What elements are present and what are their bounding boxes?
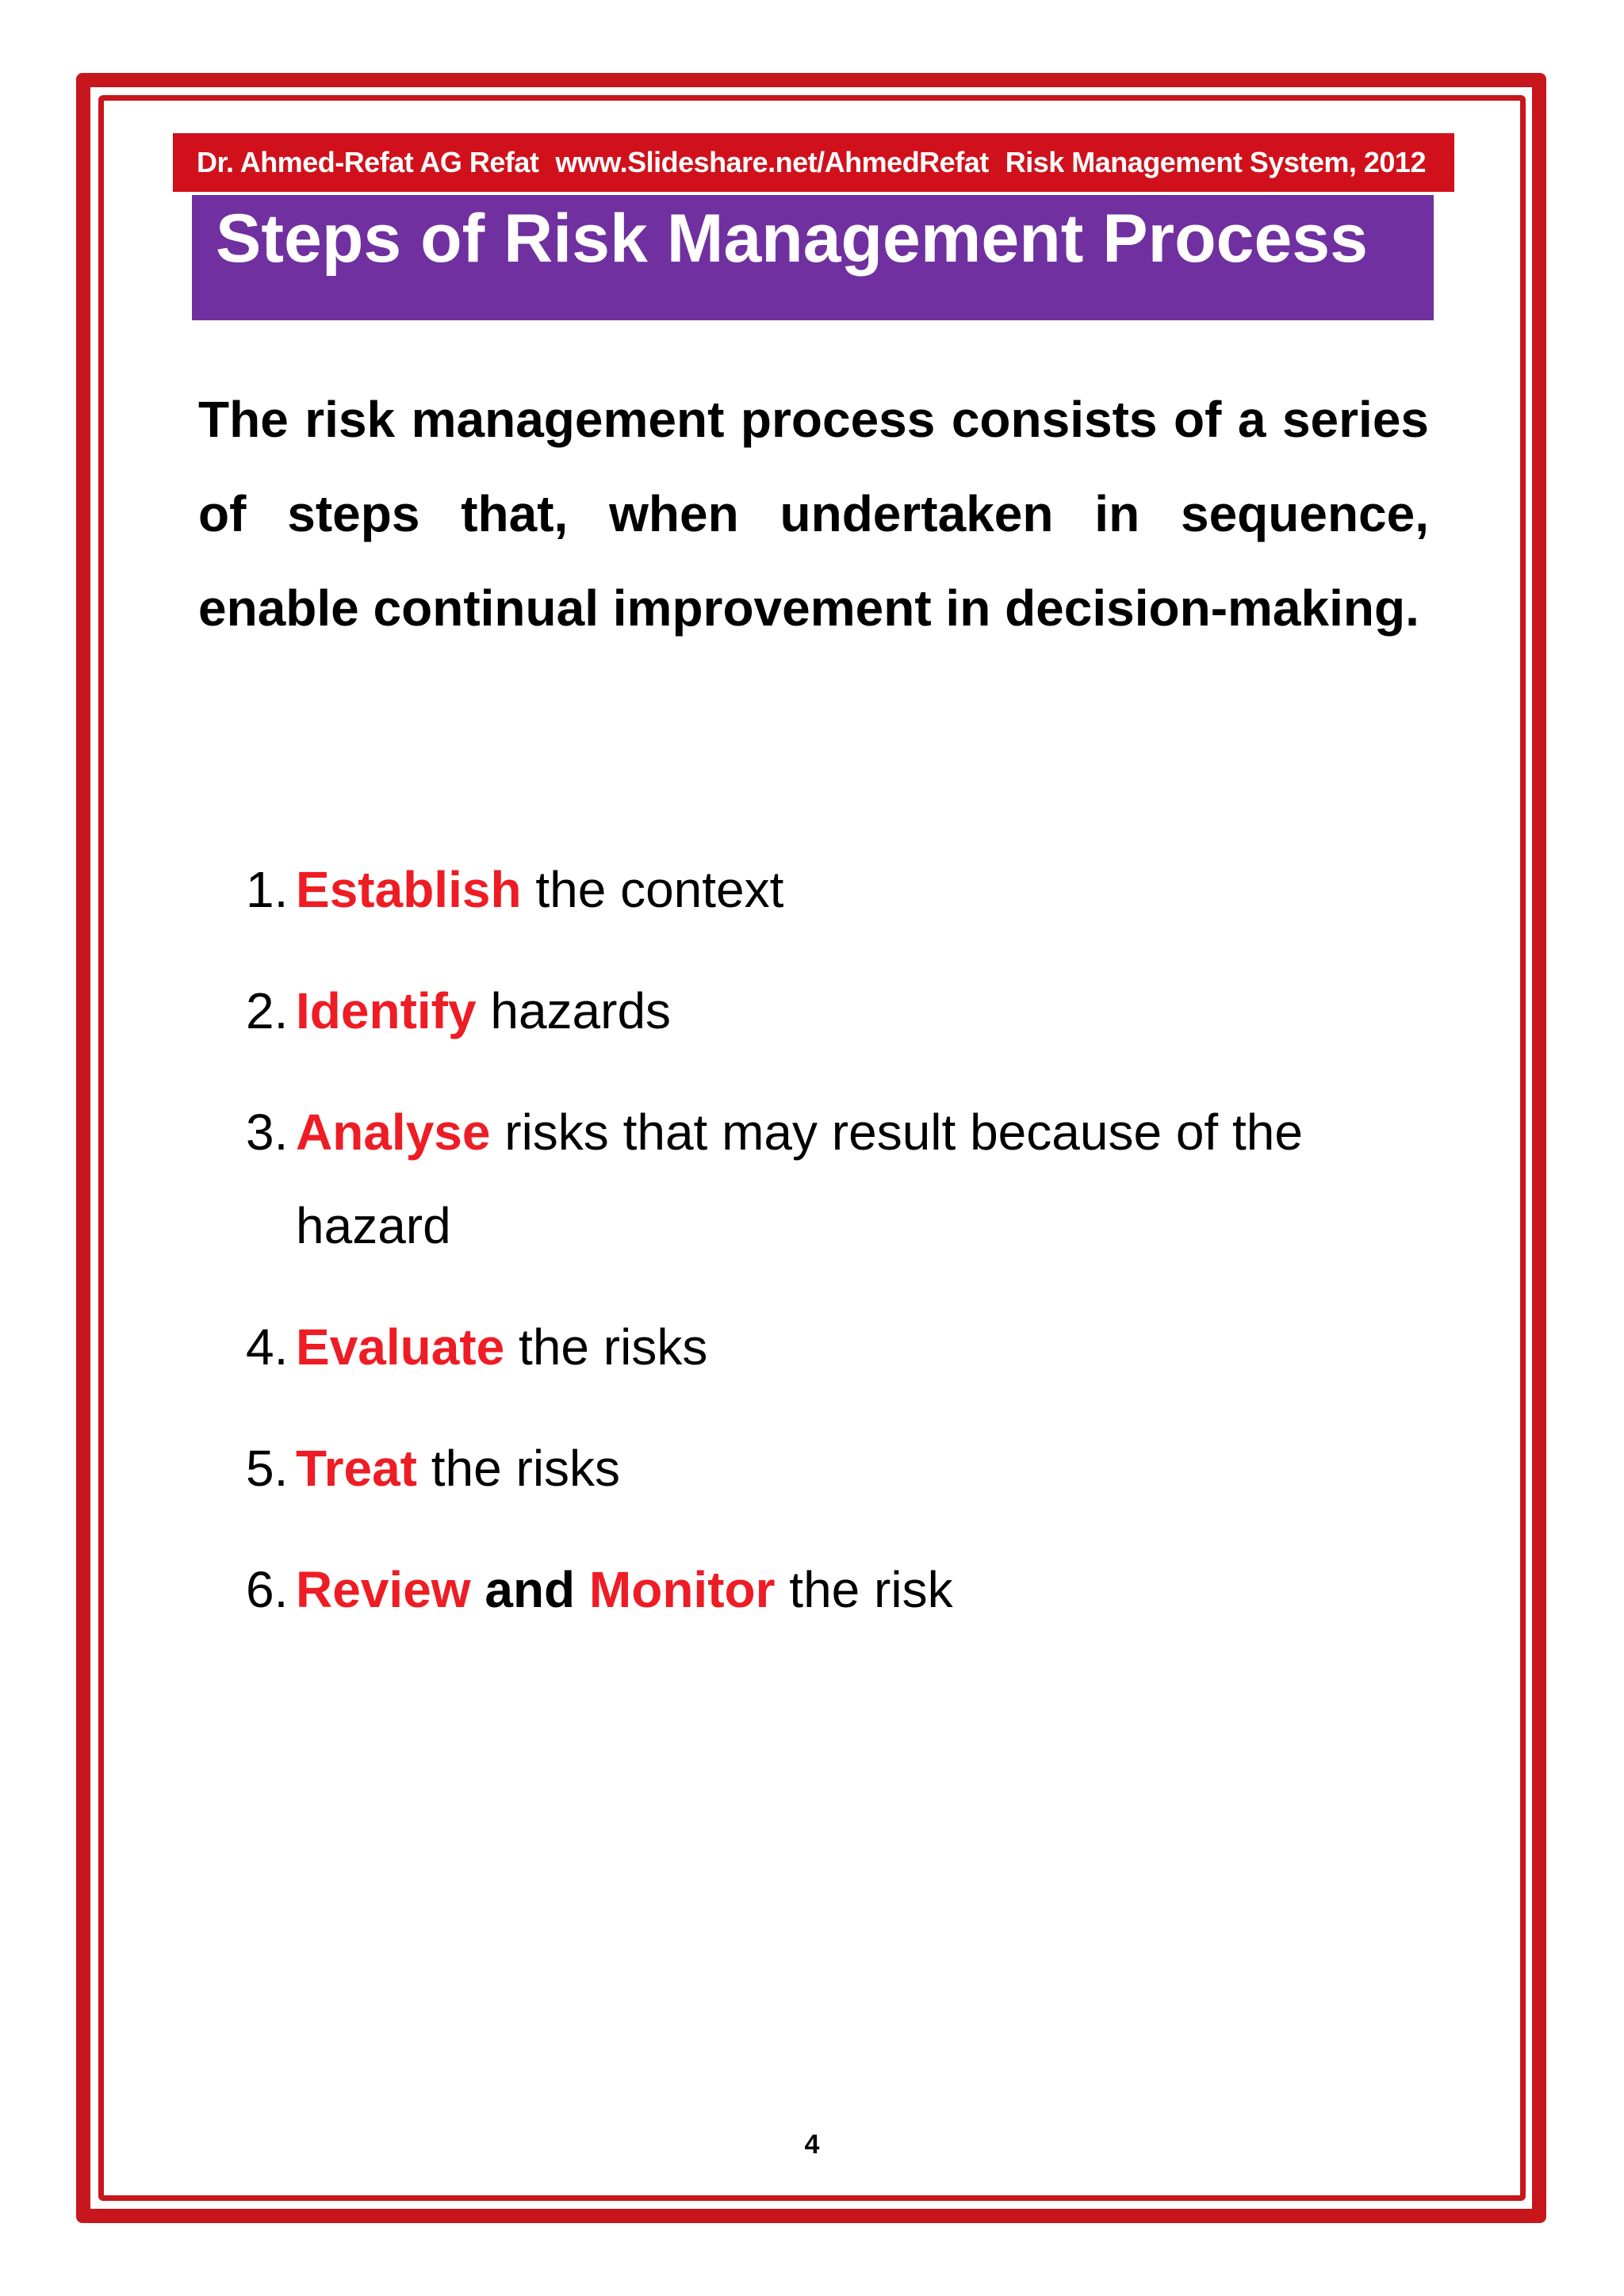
step-text: the risks <box>504 1318 708 1376</box>
list-item <box>246 843 1443 936</box>
step-text: the risks <box>416 1440 621 1497</box>
step-conjunction: and <box>470 1561 589 1618</box>
header-course: Risk Management System, 2012 <box>1005 146 1426 178</box>
step-keyword: Identify <box>296 982 477 1039</box>
step-keyword: Evaluate <box>296 1318 505 1376</box>
step-number: 5. <box>246 1440 289 1497</box>
step-number: 6. <box>246 1561 289 1618</box>
header-website: www.Slideshare.net/AhmedRefat <box>555 146 989 178</box>
page-number: 4 <box>804 2130 820 2160</box>
step-number: 4. <box>246 1318 289 1376</box>
step-text: risks that may result because of the hazard <box>296 1104 1303 1254</box>
step-keyword: Review <box>296 1561 471 1618</box>
step-keyword-2: Monitor <box>588 1561 776 1618</box>
list-item <box>246 964 1443 1058</box>
list-item <box>246 1543 1443 1636</box>
steps-list <box>246 843 1443 1664</box>
step-number: 2. <box>246 982 289 1039</box>
step-text: hazards <box>476 982 672 1039</box>
step-text: the context <box>521 861 784 918</box>
intro-paragraph: The risk management process consists of a series of steps that, when undertaken in sequence, enable continual improvement in decision-making. <box>198 391 1429 637</box>
list-item <box>246 1422 1443 1515</box>
list-item <box>246 1300 1443 1394</box>
step-keyword: Treat <box>296 1440 417 1497</box>
step-text: the risk <box>775 1561 953 1618</box>
step-number: 1. <box>246 861 289 918</box>
header-author: Dr. Ahmed-Refat AG Refat <box>197 146 539 178</box>
page-title: Steps of Risk Management Process <box>192 195 1434 320</box>
step-keyword: Analyse <box>296 1104 491 1161</box>
list-item <box>246 1085 1443 1272</box>
header-band <box>173 133 1454 192</box>
step-number: 3. <box>246 1104 289 1161</box>
step-keyword: Establish <box>296 861 522 918</box>
